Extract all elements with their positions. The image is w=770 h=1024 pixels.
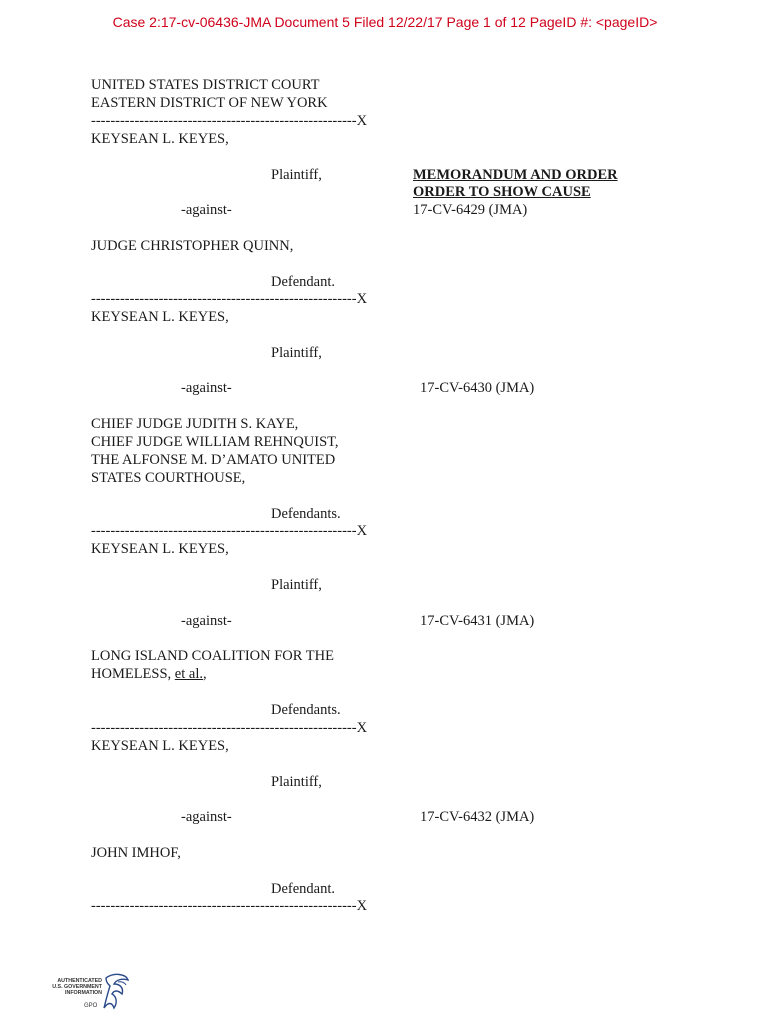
caption-separator: -------------------------------------------------------X xyxy=(91,113,368,129)
defendant-label: Defendants. xyxy=(271,506,341,522)
defendant-name: STATES COURTHOUSE, xyxy=(91,470,246,486)
caption-separator: -------------------------------------------------------X xyxy=(91,523,368,539)
defendant-name-line2 xyxy=(91,665,207,683)
gpo-logo-text: AUTHENTICATED U.S. GOVERNMENT INFORMATION xyxy=(52,978,102,996)
defendant-name: CHIEF JUDGE WILLIAM REHNQUIST, xyxy=(91,434,339,450)
eagle-icon xyxy=(100,972,130,1018)
against-label: -against- xyxy=(181,380,232,396)
against-label: -against- xyxy=(181,809,232,825)
case-number: 17-CV-6432 (JMA) xyxy=(420,809,535,825)
plaintiff-label: Plaintiff, xyxy=(271,577,322,593)
case-number: 17-CV-6429 (JMA) xyxy=(413,202,528,218)
court-name: UNITED STATES DISTRICT COURT xyxy=(91,77,320,93)
plaintiff-label: Plaintiff, xyxy=(271,345,322,361)
plaintiff-name: KEYSEAN L. KEYES, xyxy=(91,131,229,147)
plaintiff-name: KEYSEAN L. KEYES, xyxy=(91,738,229,754)
plaintiff-name: KEYSEAN L. KEYES, xyxy=(91,309,229,325)
defendant-name-prefix: HOMELESS, xyxy=(91,666,175,682)
case-number: 17-CV-6431 (JMA) xyxy=(420,613,535,629)
caption-separator: -------------------------------------------------------X xyxy=(91,720,368,736)
plaintiff-label: Plaintiff, xyxy=(271,774,322,790)
defendant-name-suffix: , xyxy=(202,666,207,682)
caption-separator: -------------------------------------------------------X xyxy=(91,898,368,914)
defendant-name: JUDGE CHRISTOPHER QUINN, xyxy=(91,238,294,254)
et-al: et al. xyxy=(174,666,203,682)
against-label: -against- xyxy=(181,202,232,218)
court-district: EASTERN DISTRICT OF NEW YORK xyxy=(91,95,328,111)
case-header: Case 2:17-cv-06436-JMA Document 5 Filed 12/22/17 Page 1 of 12 PageID #: <pageID> xyxy=(112,14,658,30)
gpo-tag: GPO xyxy=(84,1003,98,1009)
caption-separator: -------------------------------------------------------X xyxy=(91,291,368,307)
plaintiff-name: KEYSEAN L. KEYES, xyxy=(91,541,229,557)
memorandum-title: MEMORANDUM AND ORDER xyxy=(413,167,618,183)
defendant-name: JOHN IMHOF, xyxy=(91,845,181,861)
defendant-name: THE ALFONSE M. D’AMATO UNITED xyxy=(91,452,336,468)
defendant-label: Defendant. xyxy=(271,274,336,290)
order-title: ORDER TO SHOW CAUSE xyxy=(413,184,591,200)
defendant-label: Defendant. xyxy=(271,881,336,897)
gpo-authentication-logo xyxy=(44,972,134,1020)
defendant-label: Defendants. xyxy=(271,702,341,718)
plaintiff-label: Plaintiff, xyxy=(271,167,322,183)
case-number: 17-CV-6430 (JMA) xyxy=(420,380,535,396)
defendant-name: LONG ISLAND COALITION FOR THE xyxy=(91,648,334,664)
defendant-name: CHIEF JUDGE JUDITH S. KAYE, xyxy=(91,416,299,432)
against-label: -against- xyxy=(181,613,232,629)
